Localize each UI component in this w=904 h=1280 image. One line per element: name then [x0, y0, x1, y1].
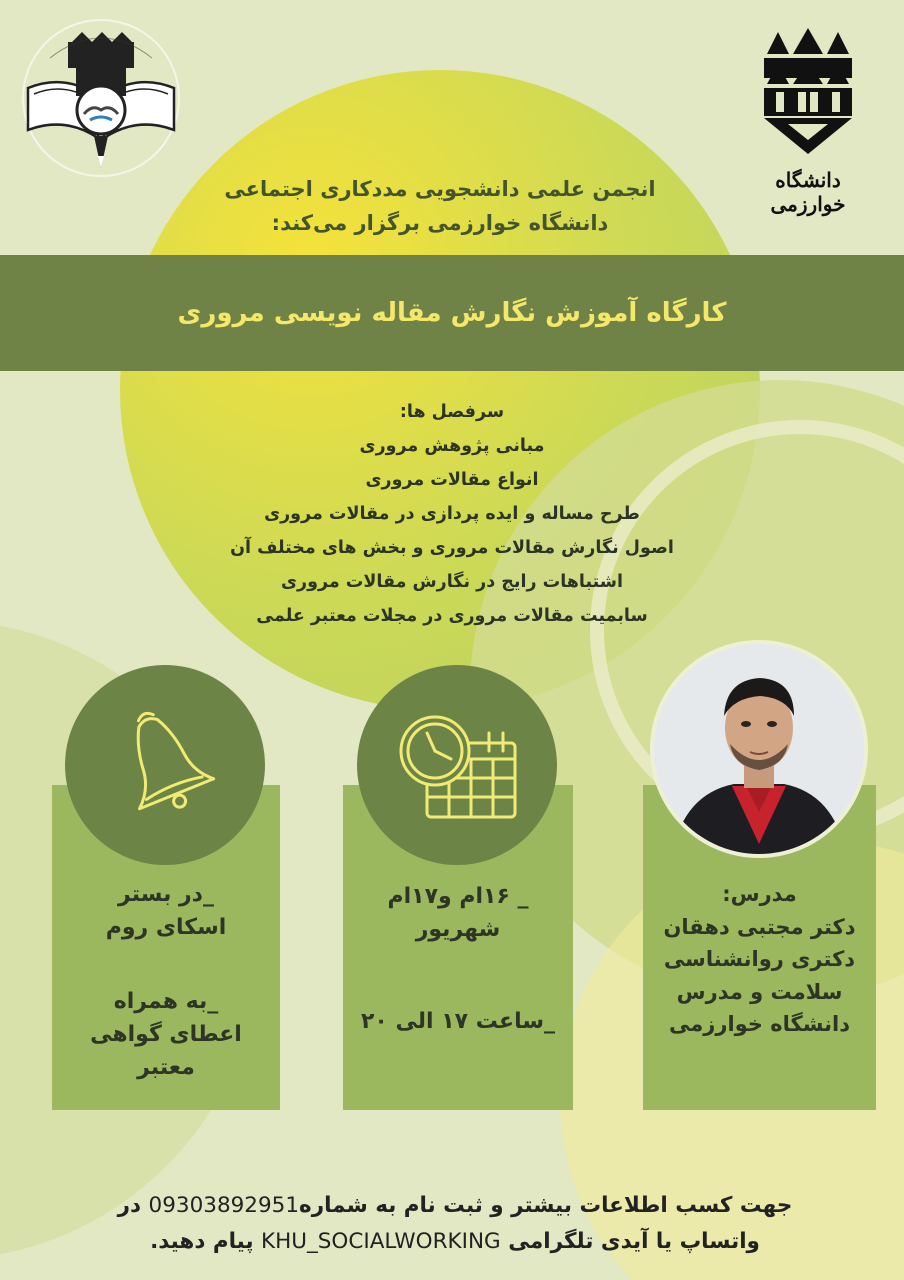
- organizer-line-2: دانشگاه خوارزمی برگزار می‌کند:: [271, 211, 609, 235]
- instructor-label: مدرس:: [722, 882, 797, 906]
- contact-text: پیام دهید.: [150, 1229, 254, 1254]
- platform-line: اسکای روم: [105, 915, 227, 940]
- university-logo: [752, 18, 864, 216]
- instructor-info: [643, 878, 876, 1041]
- bell-icon: [65, 665, 265, 865]
- instructor-line: دکتری روانشناسی: [663, 947, 856, 971]
- date-line: شهریور: [415, 917, 501, 942]
- university-name: دانشگاه خوارزمی: [770, 168, 846, 216]
- certificate-line: _به همراه: [113, 989, 219, 1014]
- certificate-line: اعطای گواهی: [90, 1022, 242, 1047]
- instructor-name: دکتر مجتبی دهقان: [663, 914, 856, 939]
- phone-number[interactable]: 09303892951: [148, 1193, 300, 1218]
- time-info: [343, 1005, 573, 1038]
- title-banner: [0, 255, 904, 371]
- contact-text: در: [117, 1193, 142, 1218]
- certificate-info: [52, 985, 280, 1084]
- topic-item: مبانی پژوهش مروری: [359, 436, 545, 456]
- topic-item: طرح مساله و ایده پردازی در مقالات مروری: [264, 504, 640, 524]
- topic-item: اصول نگارش مقالات مروری و بخش های مختلف آن: [230, 538, 674, 558]
- telegram-id[interactable]: KHU_SOCIALWORKING: [261, 1229, 501, 1254]
- organizer-line-1: انجمن علمی دانشجویی مددکاری اجتماعی: [224, 177, 656, 201]
- topic-item: سابمیت مقالات مروری در مجلات معتبر علمی: [256, 606, 648, 626]
- contact-line-2: [30, 1224, 880, 1260]
- date-info: [343, 880, 573, 946]
- platform-info: [52, 878, 280, 944]
- instructor-line: دانشگاه خوارزمی: [669, 1012, 850, 1036]
- organizer-text: [150, 172, 730, 240]
- date-line: _ ۱۶ام و۱۷ام: [387, 884, 529, 909]
- contact-text: واتساپ یا آیدی تلگرامی: [508, 1229, 760, 1254]
- contact-text: جهت کسب اطلاعات بیشتر و ثبت نام به شماره: [299, 1193, 793, 1218]
- topic-item: اشتباهات رایج در نگارش مقالات مروری: [280, 572, 623, 592]
- instructor-line: سلامت و مدرس: [676, 979, 843, 1004]
- certificate-line: معتبر: [137, 1055, 195, 1080]
- topics-heading: سرفصل ها:: [399, 402, 505, 422]
- calendar-clock-icon: [357, 665, 557, 865]
- topics-list: [100, 395, 804, 633]
- topic-item: انواع مقالات مروری: [365, 470, 539, 490]
- contact-footer: [30, 1188, 880, 1260]
- workshop-title: کارگاه آموزش نگارش مقاله نویسی مروری: [177, 298, 727, 328]
- instructor-photo: [650, 640, 868, 858]
- platform-line: _در بستر: [118, 882, 214, 907]
- association-logo: [20, 18, 182, 183]
- contact-line-1: [30, 1188, 880, 1224]
- time-line: _ساعت ۱۷ الی ۲۰: [361, 1009, 555, 1034]
